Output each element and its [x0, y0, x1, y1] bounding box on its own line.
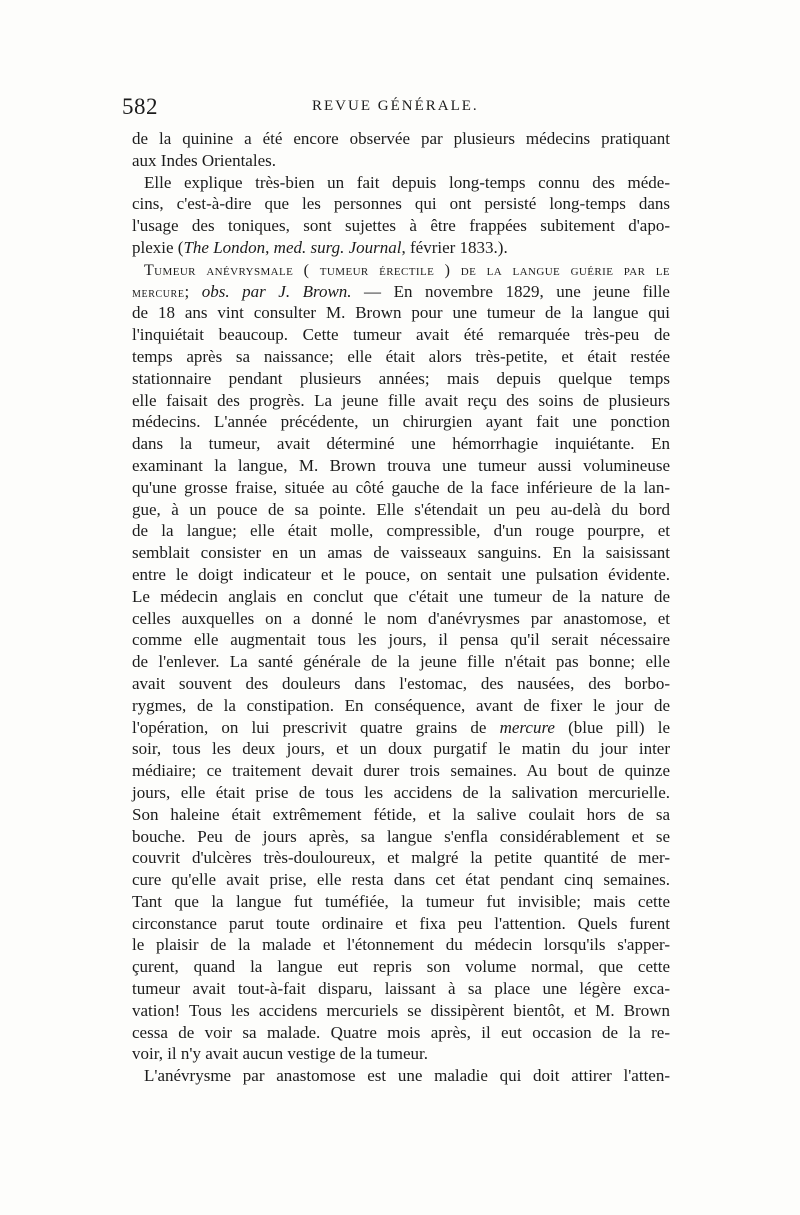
- text-line: cessa de voir sa malade. Quatre mois après, il eut occasion de la re-: [132, 1022, 670, 1042]
- text-line: couvrit d'ulcères très-douloureux, et malgré la petite quantité de mer-: [132, 848, 670, 868]
- text-line: comme elle augmentait tous les jours, il pensa qu'il serait nécessaire: [132, 630, 670, 650]
- text-line: semblait consister en un amas de vaisseaux sanguins. En la saisissant: [132, 543, 670, 563]
- text-line: dans la tumeur, avait déterminé une hémorrhagie inquiétante. En: [132, 434, 670, 454]
- citation-journal: The London: [183, 237, 266, 257]
- text-segment: l'opération, on lui prescrivit quatre grains de: [132, 717, 500, 737]
- section-heading-text: Tumeur anévrysmale ( tumeur érectile ) de la langue guérie par le: [144, 261, 670, 279]
- text-line: jours, elle était prise de tous les accidens de la salivation mercurielle.: [132, 782, 670, 802]
- citation-journal: med. surg. Journal: [273, 237, 402, 257]
- text-line: vation! Tous les accidens mercuriels se dissipèrent bientôt, et M. Brown: [132, 1000, 670, 1020]
- text-line: [132, 237, 670, 259]
- text-line: cins, c'est-à-dire que les personnes qui ont persisté long-temps dans: [132, 194, 670, 214]
- text-line: elle faisait des progrès. La jeune fille avait reçu des soins de plusieurs: [132, 390, 670, 410]
- text-line: gue, à un pouce de sa pointe. Elle s'étendait un peu au-delà du bord: [132, 499, 670, 519]
- text-segment: , février 1833.).: [401, 237, 508, 257]
- section-heading: [132, 259, 670, 281]
- text-segment: (blue pill) le: [554, 717, 671, 737]
- text-segment: plexie (: [132, 237, 184, 257]
- text-line: circonstance parut toute ordinaire et fixa peu l'attention. Quels furent: [132, 913, 670, 933]
- text-line: Le médecin anglais en conclut que c'était une tumeur de la nature de: [132, 586, 670, 606]
- text-line: examinant la langue, M. Brown trouva une tumeur aussi volumineuse: [132, 455, 670, 475]
- text-line: Elle explique très-bien un fait depuis long-temps connu des méde-: [144, 172, 670, 192]
- text-line: bouche. Peu de jours après, sa langue s'enfla considérablement et se: [132, 826, 670, 846]
- text-line: entre le doigt indicateur et le pouce, on sentait une pulsation évidente.: [132, 564, 670, 584]
- text-line: stationnaire pendant plusieurs années; mais depuis quelque temps: [132, 368, 670, 388]
- text-line: l'usage des toniques, sont sujettes à être frappées subitement d'apo-: [132, 216, 670, 236]
- text-line: de 18 ans vint consulter M. Brown pour une tumeur de la langue qui: [132, 303, 670, 323]
- article-body: [132, 128, 670, 1087]
- text-line: [132, 717, 670, 739]
- text-line: médecins. L'année précédente, un chirurgien ayant fait une ponction: [132, 412, 670, 432]
- text-line: L'anévrysme par anastomose est une maladie qui doit attirer l'atten-: [144, 1066, 670, 1086]
- observation-author: obs. par J. Brown.: [201, 281, 352, 301]
- text-line: cure qu'elle avait prise, elle resta dans cet état pendant cinq semaines.: [132, 870, 670, 890]
- page-number: 582: [122, 94, 158, 119]
- text-line: qu'une grosse fraise, située au côté gauche de la face inférieure de la lan-: [132, 477, 670, 497]
- text-line: çurent, quand la langue eut repris son volume normal, que cette: [132, 957, 670, 977]
- text-line: [132, 281, 670, 303]
- text-line: Tant que la langue fut tuméfiée, la tumeur fut invisible; mais cette: [132, 891, 670, 911]
- text-line: aux Indes Orientales.: [132, 150, 276, 170]
- text-line: tumeur avait tout-à-fait disparu, laissant à sa place une légère exca-: [132, 979, 670, 999]
- text-segment: ;: [184, 281, 202, 301]
- text-line: Son haleine était extrêmement fétide, et la salive coulait hors de sa: [132, 804, 670, 824]
- emphasis-term: mercure: [499, 717, 555, 737]
- running-head: [122, 94, 667, 124]
- text-line: avait souvent des douleurs dans l'estomac, des nausées, des borbo-: [132, 673, 670, 693]
- text-line: de l'enlever. La santé générale de la jeune fille n'était pas bonne; elle: [132, 652, 670, 672]
- text-line: celles auxquelles on a donné le nom d'anévrysmes par anastomose, et: [132, 608, 670, 628]
- text-line: soir, tous les deux jours, et un doux purgatif le matin du jour inter: [132, 739, 670, 759]
- text-line: de la langue; elle était molle, compressible, d'un rouge pourpre, et: [132, 521, 670, 541]
- text-line: temps après sa naissance; elle était alors très-petite, et était restée: [132, 346, 670, 366]
- text-line: voir, il n'y avait aucun vestige de la tumeur.: [132, 1044, 429, 1064]
- text-line: rygmes, de la constipation. En conséquence, avant de fixer le jour de: [132, 695, 670, 715]
- journal-title: REVUE GÉNÉRALE.: [312, 98, 479, 114]
- text-line: médiaire; ce traitement devait durer trois semaines. Au bout de quinze: [132, 761, 670, 781]
- text-segment: ,: [265, 237, 274, 257]
- text-line: le plaisir de la malade et l'étonnement du médecin lorsqu'ils s'apper-: [132, 935, 670, 955]
- text-line: de la quinine a été encore observée par plusieurs médecins pratiquant: [132, 129, 670, 148]
- text-segment: — En novembre 1829, une jeune fille: [351, 281, 670, 301]
- text-line: l'inquiétait beaucoup. Cette tumeur avait été remarquée très-peu de: [132, 325, 670, 345]
- section-heading-text: mercure: [132, 284, 185, 301]
